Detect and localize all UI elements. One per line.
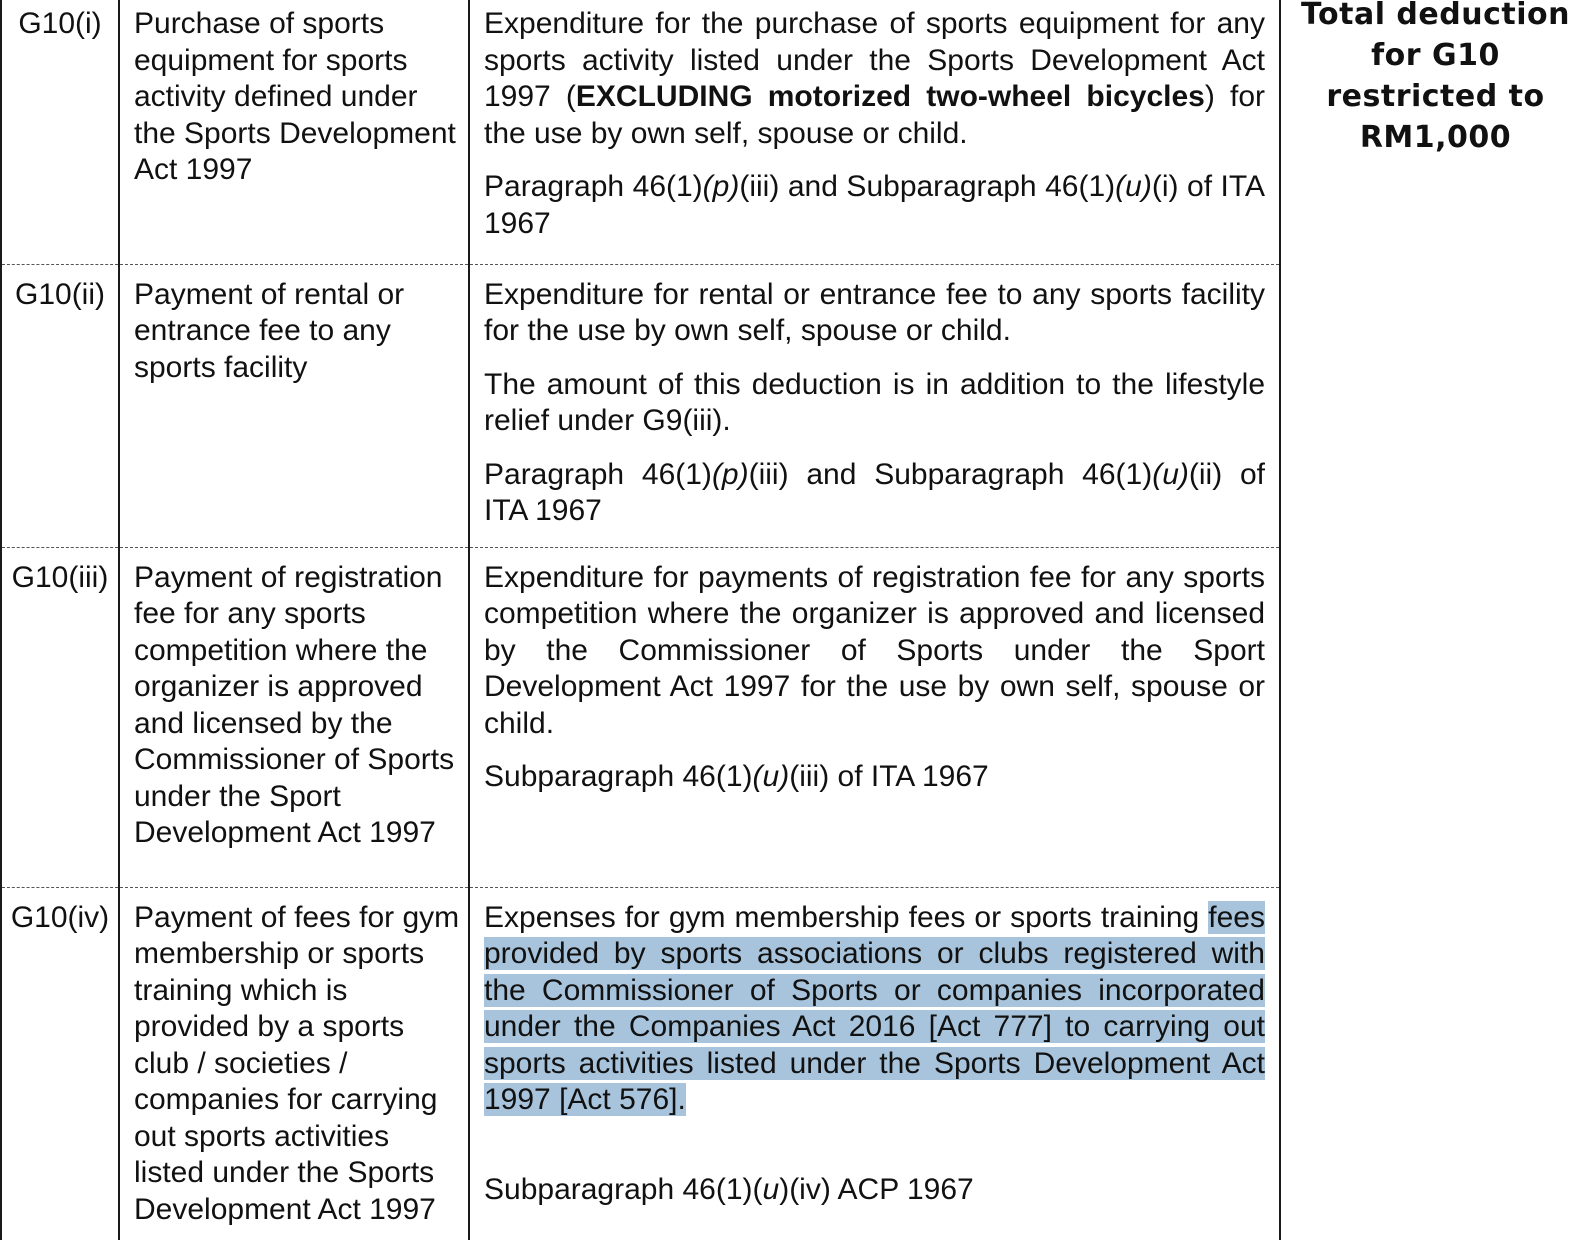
description-bold-text: EXCLUDING motorized two-wheel bicycles xyxy=(575,80,1205,113)
limit-line: Total deduction xyxy=(1301,0,1570,32)
relief-description xyxy=(469,0,1280,264)
reference-text: (ii) of ITA 1967 xyxy=(484,457,1265,527)
relief-item: Payment of fees for gym membership or sports training which is provided by a sports club / societies / companies for carrying out sports activities listed under the Sports Development Act 1997 xyxy=(119,887,469,1240)
reference-text: )(iv) ACP 1967 xyxy=(779,1172,974,1206)
reference-text: (iii) and Subparagraph 46(1) xyxy=(739,170,1116,203)
reference-italic: (p) xyxy=(711,457,749,491)
description-text: Expenses for gym membership fees or sports training xyxy=(484,900,1209,934)
limit-line: restricted to xyxy=(1326,79,1545,114)
description-text: ) for the use by own self, spouse or child. xyxy=(484,80,1265,150)
description-paragraph: Expenditure for rental or entrance fee to any sports facility for the use by own self, spouse or child. xyxy=(484,277,1265,347)
relief-item: Purchase of sports equipment for sports activity defined under the Sports Development Act 1997 xyxy=(119,0,469,264)
legal-reference xyxy=(484,759,1265,796)
deduction-limit-cell xyxy=(1280,0,1590,1240)
description-paragraph xyxy=(484,900,1265,1119)
legal-reference xyxy=(484,457,1265,530)
relief-code: G10(iv) xyxy=(1,887,119,1240)
reference-italic: (u) xyxy=(1152,457,1189,491)
limit-line: for G10 xyxy=(1371,38,1500,73)
reference-text: Paragraph 46(1) xyxy=(484,170,703,203)
reference-italic: (u) xyxy=(752,760,790,793)
relief-item: Payment of rental or entrance fee to any sports facility xyxy=(119,264,469,547)
limit-amount: RM1,000 xyxy=(1359,120,1512,155)
reference-italic: u xyxy=(762,1172,780,1206)
reference-italic: (p) xyxy=(702,170,740,203)
reference-text: Subparagraph 46(1) xyxy=(484,760,753,793)
highlighted-text[interactable]: fees provided by sports associations or clubs registered with the Commissioner of Sports or companies incorporated under the Companies Act 2016 [Act 777] to carrying out sports activities listed under the Sports Development Act 1997 [Act 576]. xyxy=(484,900,1265,1116)
description-paragraph: The amount of this deduction is in addition to the lifestyle relief under G9(iii). xyxy=(484,367,1265,437)
legal-reference xyxy=(484,169,1265,242)
deduction-limit xyxy=(1291,0,1580,158)
relief-description xyxy=(469,264,1280,547)
description-text: Expenditure for the purchase of sports equipment for any sports activity listed under the Sports Development Act 1997 ( xyxy=(484,7,1265,113)
relief-code: G10(iii) xyxy=(1,547,119,887)
description-paragraph: Expenditure for payments of registration fee for any sports competition where the organizer is approved and licensed by the Commissioner of Sports under the Sport Development Act 1997 for the use by own self, spouse or child. xyxy=(484,560,1265,740)
relief-code: G10(i) xyxy=(1,0,119,264)
reference-text: (i) of ITA 1967 xyxy=(484,170,1265,240)
table-row xyxy=(1,0,1590,264)
relief-code: G10(ii) xyxy=(1,264,119,547)
reference-text: (iii) of ITA 1967 xyxy=(789,760,989,793)
reference-text: (iii) and Subparagraph 46(1) xyxy=(748,457,1153,491)
reference-text: Paragraph 46(1) xyxy=(484,457,712,491)
relief-item: Payment of registration fee for any sports competition where the organizer is approved and licensed by the Commissioner of Sports under the Sport Development Act 1997 xyxy=(119,547,469,887)
spacer xyxy=(484,1136,1265,1172)
legal-reference xyxy=(484,1172,1265,1209)
relief-description xyxy=(469,547,1280,887)
reference-text: Subparagraph 46(1)( xyxy=(484,1172,763,1206)
description-paragraph xyxy=(484,6,1265,152)
reference-italic: (u) xyxy=(1115,170,1152,203)
relief-description xyxy=(469,887,1280,1240)
